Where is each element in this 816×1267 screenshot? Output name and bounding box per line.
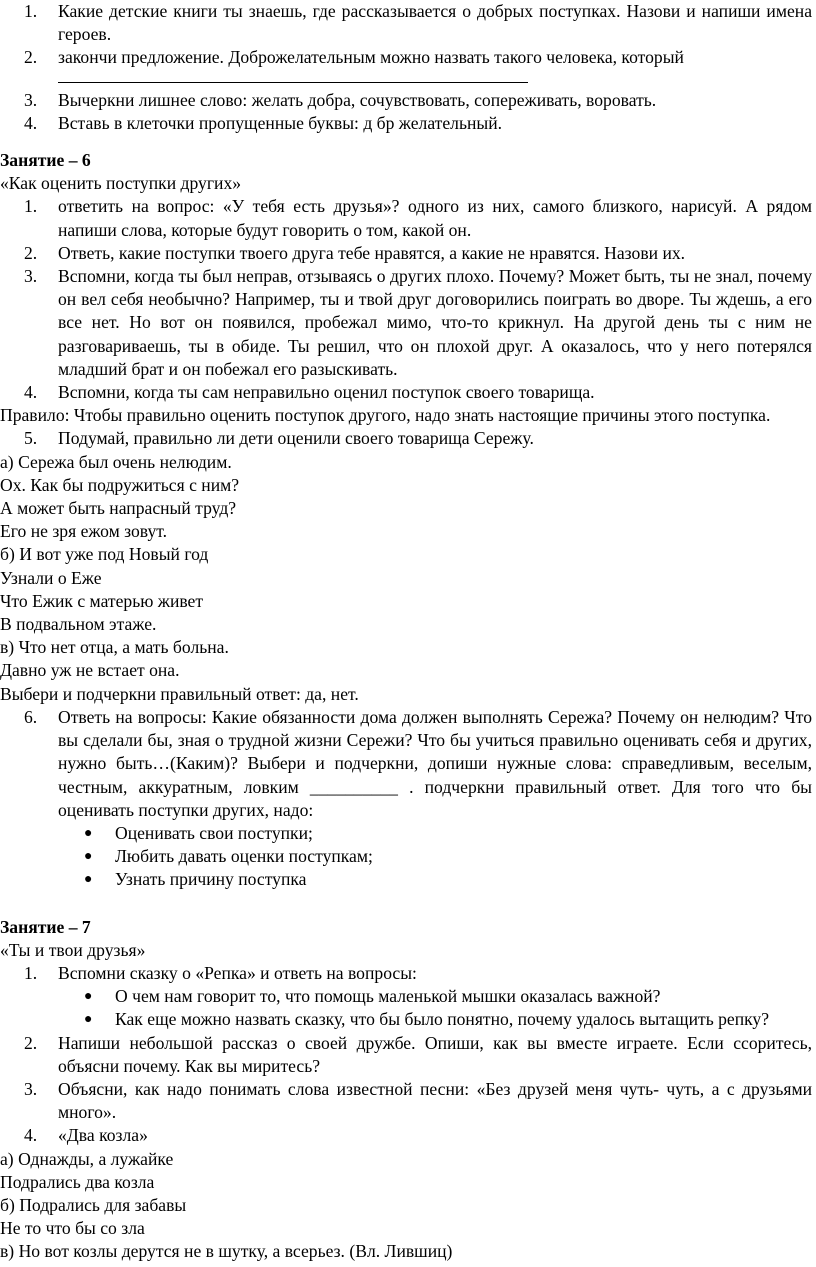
poem-block [0,451,816,706]
item-number: 3. [24,266,38,287]
item-number: 1. [24,962,38,983]
bullet-text: Как еще можно назвать сказку, что бы было понятно, почему удалось вытащить репку? [115,1009,770,1030]
bullet-list [0,985,816,1031]
poem-line: Что Ежик с матерью живет [0,590,204,611]
poem-line: Не то что бы со зла [0,1218,145,1239]
bullet-icon: ● [84,849,93,865]
list-item [0,0,816,46]
item-text: Объясни, как надо понимать слова известной песни: «Без друзей меня чуть- чуть, а с друзьями много». [58,1078,812,1123]
poem-line: в) Но вот козлы дерутся не в шутку, а всерьез. (Вл. Лившиц) [0,1241,453,1262]
bullet-text: Любить давать оценки поступкам; [115,846,373,867]
bullet-icon: ● [84,872,93,888]
item-text: Вспомни сказку о «Репка» и ответь на вопросы: [58,962,417,983]
poem-line: Подрались два козла [0,1171,155,1192]
poem-line: А может быть напрасный труд? [0,498,237,519]
poem-line: а) Сережа был очень нелюдим. [0,451,232,472]
bullet-item [0,868,816,891]
poem-block [0,1148,816,1264]
item-number: 2. [24,242,38,263]
item-number: 4. [24,1125,38,1146]
poem-line: Выбери и подчеркни правильный ответ: да, нет. [0,683,359,704]
item-text: Вспомни, когда ты сам неправильно оценил поступок своего товарища. [58,382,595,403]
poem-line: а) Однажды, а лужайке [0,1148,174,1169]
bullet-icon: ● [84,1012,93,1028]
list-item [0,46,816,82]
item-number: 5. [24,428,38,449]
poem-line: б) Подрались для забавы [0,1194,187,1215]
list-item [0,1124,816,1147]
bullet-item [0,845,816,868]
item-text: Подумай, правильно ли дети оценили своего товарища Сережу. [58,428,534,449]
poem-line: б) И вот уже под Новый год [0,544,209,565]
poem-line: Узнали о Еже [0,567,102,588]
item-number: 6. [24,706,38,727]
list-item [0,381,816,404]
item-number: 1. [24,196,38,217]
item-number: 4. [24,382,38,403]
item-text: Напиши небольшой рассказ о своей дружбе. Опиши, как вы вместе играете. Если ссоритесь, объясни почему. Как вы миритесь? [58,1032,812,1076]
lesson-subtitle: «Ты и твои друзья» [0,939,146,960]
bullet-item [0,822,816,845]
item-number: 3. [24,89,38,110]
list-item [0,265,816,381]
lesson6-list [0,195,816,404]
item-number: 4. [24,112,38,133]
intro-list [0,0,816,135]
bullet-icon: ● [84,825,93,841]
bullet-list [0,822,816,892]
list-item [0,242,816,265]
item-text: Ответь на вопросы: Какие обязанности дома должен выполнять Сережа? Почему он нелюдим? Что вы сделали бы, зная о трудной жизни Сережи? Что бы учиться правильно оценивать себя и других, нужно быть…(Каким)? Выбери и подчеркни, допиши нужные слова: справедливым, веселым, честным, аккуратным, ловким __________ . подчеркни правильный ответ. Для того что бы оценивать поступки других, надо: [58,706,812,820]
item-number: 1. [24,1,38,21]
bullet-item [0,985,816,1008]
answer-blank-line[interactable] [58,70,528,83]
item-text: «Два козла» [58,1125,148,1146]
bullet-icon: ● [84,989,93,1005]
lesson-subtitle: «Как оценить поступки других» [0,173,242,194]
poem-line: в) Что нет отца, а мать больна. [0,637,229,658]
poem-line: Ох. Как бы подружиться с ним? [0,474,240,495]
item-text: Ответь, какие поступки твоего друга тебе нравятся, а какие не нравятся. Назови их. [58,242,686,263]
item-number: 2. [24,1032,38,1053]
lesson-heading: Занятие – 6 [0,150,91,171]
item-text: Какие детские книги ты знаешь, где рассказывается о добрых поступках. Назови и напиши имена героев. [58,1,812,45]
lesson7-list [0,1032,816,1148]
item-number: 2. [24,47,38,68]
list-item [0,89,816,112]
list-item [0,427,816,450]
poem-line: В подвальном этаже. [0,614,157,635]
list-item [0,112,816,135]
rule-paragraph: Правило: Чтобы правильно оценить поступок другого, надо знать настоящие причины этого поступка. [0,405,771,426]
item-text: Вставь в клеточки пропущенные буквы: д бр желательный. [58,112,503,133]
bullet-text: Оценивать свои поступки; [115,822,313,843]
bullet-text: О чем нам говорит то, что помощь маленькой мышки оказалась важной? [115,986,661,1007]
list-item [0,195,816,241]
poem-line: Давно уж не встает она. [0,660,180,681]
item-text: закончи предложение. Доброжелательным можно назвать такого человека, который [58,47,684,68]
list-item [0,962,816,985]
bullet-item [0,1008,816,1031]
list-item [0,1078,816,1124]
poem-line: Его не зря ежом зовут. [0,521,168,542]
bullet-text: Узнать причину поступка [115,869,307,890]
list-item [0,1032,816,1078]
item-text: ответить на вопрос: «У тебя есть друзья»? одного из них, самого близкого, нарисуй. А рядом напиши слова, которые будут говорить о том, какой он. [58,196,812,240]
list-item [0,706,816,822]
lesson-heading: Занятие – 7 [0,916,91,937]
item-text: Вычеркни лишнее слово: желать добра, сочувствовать, сопереживать, воровать. [58,89,657,110]
item-text: Вспомни, когда ты был неправ, отзываясь о других плохо. Почему? Может быть, ты не знал, почему он вел себя необычно? Например, ты и твой друг договорились поиграть во дворе. Ты ждешь, а его все нет. Но вот он появился, пробежал мимо, что-то крикнул. На другой день ты с ним не разговариваешь, ты в обиде. Ты решил, что он плохой друг. А оказалось, что у него потерялся младший брат и он побежал его разыскивать. [58,266,812,379]
item-number: 3. [24,1078,38,1099]
